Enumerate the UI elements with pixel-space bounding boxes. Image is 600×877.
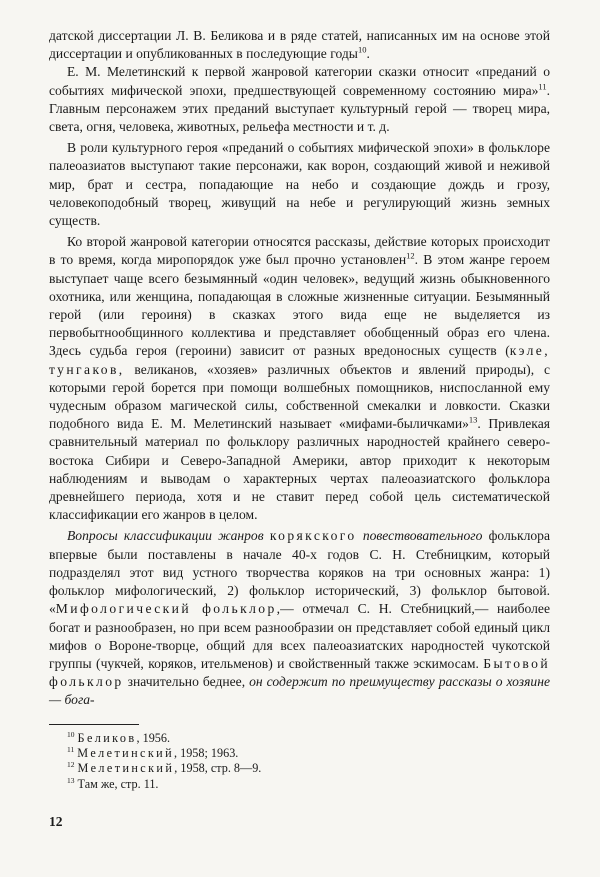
footnote-author: Беликов: [77, 730, 137, 745]
footnote-author: Мелетинский: [77, 745, 175, 760]
body-text: [49, 27, 550, 710]
text-segment: Е. М. Мелетинский к первой жанровой категории сказки относит «преданий о событиях мифической эпохи, предшествующей современному состоянию мира»: [49, 64, 550, 98]
footnote-text: , 1958; 1963.: [174, 745, 239, 760]
text-segment: Мифологический фольклор: [55, 601, 277, 617]
text-segment: значительно беднее,: [123, 674, 250, 690]
footnote-number: 10: [67, 729, 75, 739]
footnotes: [49, 731, 550, 793]
text-segment: .: [366, 46, 370, 62]
text-segment: Вопросы классификации жанров: [67, 528, 264, 544]
text-segment: датской диссертации Л. В. Беликова и в ряде статей, написанных им на основе этой диссертации и опубликованных в последующие годы: [49, 28, 550, 62]
text-segment: Бытовой фольклор: [49, 655, 550, 690]
footnote-text: Там же, стр. 11.: [77, 776, 159, 791]
footnote-ref: 12: [406, 250, 415, 261]
text-segment: повествовательного: [362, 528, 483, 544]
paragraph: [49, 63, 550, 136]
footnote-rule: [49, 724, 139, 725]
footnote-number: 11: [67, 744, 75, 754]
paragraph: [49, 139, 550, 230]
text-segment: . Главным персонажем этих преданий выступает культурный герой — творец мира, света, огня, человека, животных, рельефа местности и т. д.: [49, 82, 550, 135]
text-segment: Ко второй жанровой категории относятся рассказы, действие которых происходит в то время, когда миропорядок уже был прочно установлен: [49, 234, 550, 268]
footnote-text: , 1958, стр. 8—9.: [174, 761, 262, 776]
text-segment: В роли культурного героя «преданий о событиях мифической эпохи» в фольклоре палеоазиатов выступают такие персонажи, как ворон, создающий живой и неживой мир, брат и сестра, попадающие на небо и создающие дождь и грозу, человекоподобный творец, живущий на небе и регулирующий жизнь земных существ.: [49, 140, 550, 229]
footnote-text: , 1956.: [136, 730, 171, 745]
text-segment: кэле, тунгаков,: [49, 343, 550, 377]
text-segment: фольклора впервые были поставлены в начале 40-х годов С. Н. Стебницким, который подразделял этот вид устного творчества коряков на три основных жанра: 1) фольклор мифологический, 2) фольклор исторический, 3) фольклор бытовой. «: [49, 528, 551, 617]
footnote-author: Мелетинский: [77, 761, 175, 776]
page-number: 12: [49, 814, 63, 829]
text-segment: великанов, «хозяев» различных объектов и явлений природы), с которыми герой борется при помощи волшебных помощников, ниспосланной ему чудесным образом магической силы, собственной смекалки и ловкости. Сказки подобного вида Е. М. Мелетинский называет «мифами-быличками»: [49, 361, 550, 432]
text-segment: корякского: [269, 528, 357, 544]
footnote-number: 13: [67, 775, 75, 785]
footnote: [49, 746, 550, 761]
text-segment: . Привлекая сравнительный материал по фольклору различных народностей крайнего северо-востока Сибири и Северо-Западной Америки, автор приходит к некоторым наблюдениям и выводам о характерных чертах палеоазиатского фольклора древнейшего периода, хотя и не ставит перед собой цель систематической классификации его жанров в целом.: [49, 416, 550, 523]
text-segment: он содержит по преимуществу рассказы о хозяине — бога-: [49, 674, 550, 708]
footnote-number: 12: [67, 760, 75, 770]
paragraph: [49, 527, 550, 709]
footnote: [49, 777, 550, 792]
footnote-ref: 13: [468, 414, 478, 425]
footnote: [49, 761, 550, 776]
text-segment: . В этом жанре героем выступает чаще всего безымянный «один человек», ведущий жизнь обыкновенного охотника, или женщина, попадающая в сложные жизненные ситуации. Безымянный герой (или героиня) в сказках этого вида еще не выделяется из первобытнообщинного коллектива и представляет обобщенный образ его члена. Здесь судьба героя (героини) зависит от разных вредоносных существ (: [49, 252, 550, 359]
paragraph: [49, 27, 550, 63]
footnote: [49, 731, 550, 746]
footnote-ref: 10: [357, 44, 367, 55]
footnote-ref: 11: [538, 81, 547, 92]
paragraph: [49, 233, 550, 524]
text-segment: ,— отмечал С. Н. Стебницкий,— наиболее богат и разнообразен, но при всем разнообразии он представляет собой единый цикл мифов о Вороне-творце, общий для всех палеоазиатских народностей чукотской группы (чукчей, коряков, ительменов) и свойственный также эскимосам.: [49, 601, 550, 671]
